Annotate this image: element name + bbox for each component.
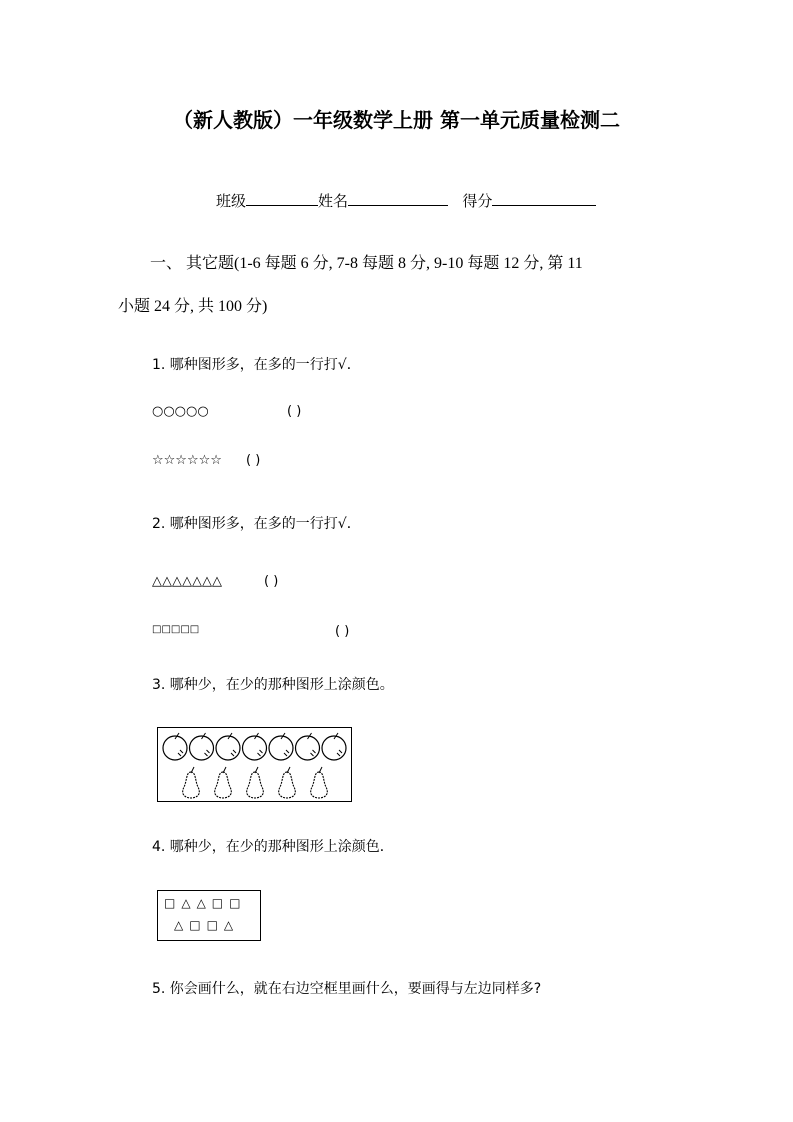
question-1: 1. 哪种图形多，在多的一行打√． [152,357,361,373]
pear-icon[interactable] [183,767,200,798]
q1-stars: ☆☆☆☆☆☆ [152,453,222,468]
apple-icon[interactable] [163,733,187,760]
fruit-picture [158,728,351,801]
q2-squares: □□□□□ [152,624,200,635]
score-blank[interactable] [492,191,596,206]
question-5: 5. 你会画什么，就在右边空框里画什么，要画得与左边同样多? [152,981,542,997]
q2-answer-paren-2[interactable]: ( ) [335,624,350,639]
apple-icon[interactable] [269,733,293,760]
apple-icon[interactable] [243,733,267,760]
question-4: 4. 哪种少，在少的那种图形上涂颜色． [152,839,394,855]
shapes-box [157,890,261,941]
question-3: 3. 哪种少，在少的那种图形上涂颜色。 [152,677,394,693]
student-info-line [216,190,596,211]
pear-icon[interactable] [247,767,264,798]
pear-icon[interactable] [279,767,296,798]
q1-answer-paren-1[interactable]: ( ) [287,404,302,419]
shapes-row-2: △□□△ [174,918,240,932]
class-blank[interactable] [246,191,318,206]
class-label: 班级 [216,192,247,210]
question-2: 2. 哪种图形多，在多的一行打√． [152,516,361,532]
q1-answer-paren-2[interactable]: ( ) [246,453,261,468]
apple-icon[interactable] [216,733,240,760]
section-heading-line2: 小题 24 分, 共 100 分) [118,298,268,315]
apple-icon[interactable] [296,733,320,760]
apple-icon[interactable] [190,733,214,760]
fruit-picture-box [157,727,352,802]
shapes-row-1: □△△□□ [164,896,247,910]
pear-icon[interactable] [215,767,232,798]
q1-circles: ○○○○○ [152,404,209,419]
page-title: （新人教版）一年级数学上册 第一单元质量检测二 [173,108,620,132]
apple-icon[interactable] [322,733,346,760]
q2-answer-paren-1[interactable]: ( ) [264,574,279,589]
score-label: 得分 [462,192,493,210]
q2-triangles: △△△△△△△ [152,574,222,589]
section-heading-line1: 一、 其它题(1-6 每题 6 分, 7-8 每题 8 分, 9-10 每题 12 分, 第 11 [150,255,583,272]
name-blank[interactable] [348,191,448,206]
pear-icon[interactable] [311,767,328,798]
name-label: 姓名 [318,192,349,210]
